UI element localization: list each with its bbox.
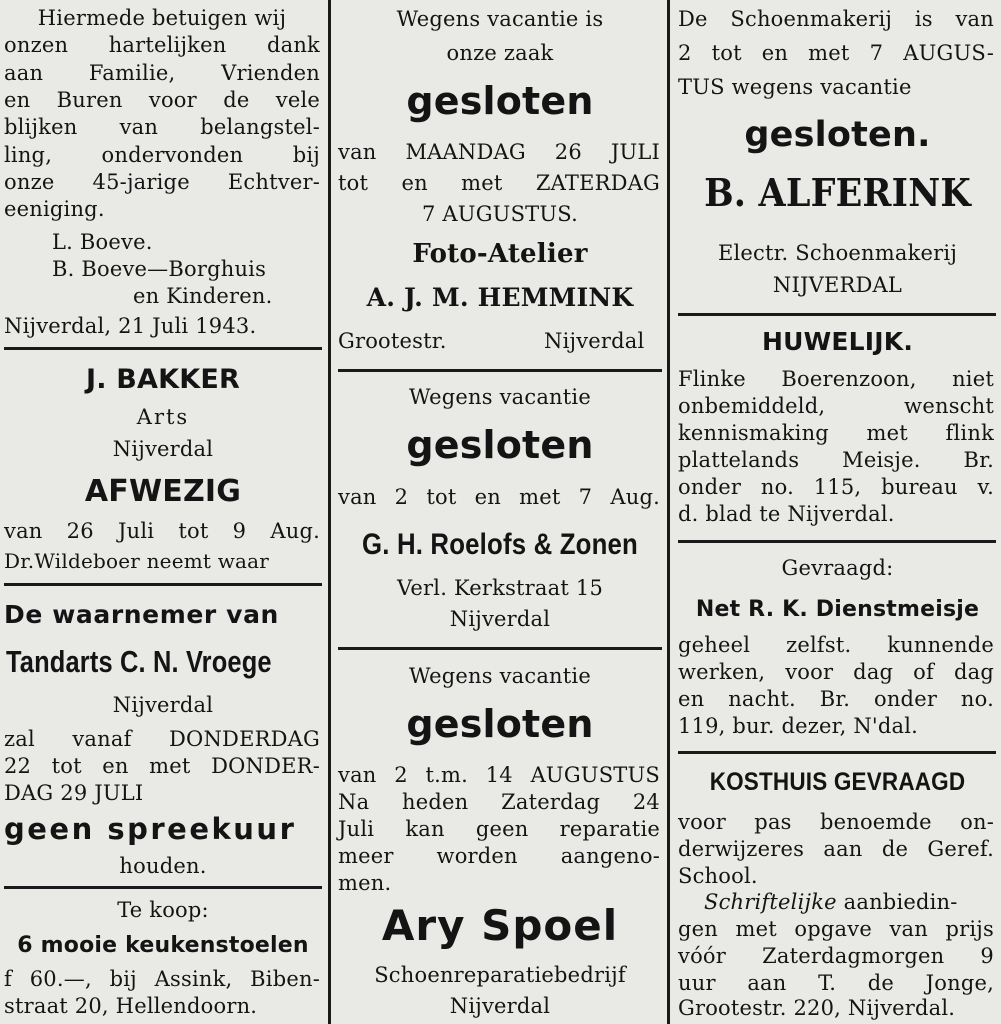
- ad-text-line: School.: [678, 864, 758, 888]
- ad-heading: HUWELIJK.: [761, 327, 914, 356]
- ad-text-line: aan Familie, Vrienden: [4, 61, 320, 85]
- ad-text-line: onder no. 115, bureau v.: [678, 475, 994, 499]
- ad-text-line: Flinke Boerenzoon, niet: [678, 367, 994, 391]
- business-name: A. J. M. HEMMINK: [366, 283, 634, 312]
- ad-text-line: TUS wegens vacantie: [678, 75, 912, 99]
- doctor-title: Arts: [136, 405, 190, 429]
- ad-text-line: Na heden Zaterdag 24: [338, 790, 660, 814]
- ad-text-line: van MAANDAG 26 JULI: [338, 140, 660, 164]
- ad-heading: Gevraagd:: [781, 556, 894, 580]
- ad-text-line: houden.: [119, 854, 207, 878]
- ad-text-line: blijken van belangstel-: [4, 115, 320, 139]
- ad-text-line: Wegens vacantie: [409, 385, 591, 409]
- ad-text-line: voor pas benoemde on-: [678, 810, 994, 834]
- ad-text-line: De Schoenmakerij is van: [678, 7, 994, 31]
- doctor-place: Nijverdal: [112, 437, 214, 461]
- ad-text-line: men.: [338, 871, 392, 895]
- place: Nijverdal: [544, 329, 645, 353]
- dentist-place: Nijverdal: [112, 693, 214, 717]
- ad-text-line: 22 tot en met DONDER-: [4, 754, 320, 778]
- column-3: [674, 0, 1001, 1024]
- ad-text-line: Grootestr. 220, Nijverdal.: [678, 996, 956, 1020]
- ad-text-line: 2 tot en met 7 AUGUS-: [678, 41, 994, 65]
- place: Nijverdal: [449, 994, 551, 1018]
- business-name: Ary Spoel: [381, 901, 619, 950]
- column-2: [334, 0, 666, 1024]
- business-type: Schoenreparatiebedrijf: [374, 963, 626, 987]
- ad-text-line: Hiermede betuigen wij: [37, 6, 287, 30]
- column-1: [0, 0, 326, 1024]
- ad-divider: [678, 751, 996, 754]
- ad-text-line: onbemiddeld, wenscht: [678, 394, 994, 418]
- ad-text-line: 7 AUGUSTUS.: [422, 202, 578, 226]
- closed-heading: gesloten.: [744, 115, 931, 155]
- ad-divider: [678, 540, 996, 543]
- ad-text-line: eeniging.: [4, 197, 105, 221]
- absence-period: van 26 Juli tot 9 Aug.: [4, 519, 320, 543]
- no-office-hours: geen spreekuur: [4, 812, 297, 846]
- signature-line: B. Boeve—Borghuis: [52, 257, 267, 281]
- ad-text-line: ling, ondervonden bij: [4, 143, 320, 167]
- signature-line: en Kinderen.: [133, 284, 273, 308]
- absence-status: AFWEZIG: [84, 474, 242, 509]
- business-name: B. ALFERINK: [704, 170, 971, 215]
- ad-text-line: meer worden aangeno-: [338, 844, 660, 868]
- ad-text-line: geheel zelfst. kunnende: [678, 633, 994, 657]
- ad-text-line: en nacht. Br. onder no.: [678, 687, 994, 711]
- ad-divider: [338, 369, 662, 372]
- ad-text-line: Wegens vacantie: [409, 664, 591, 688]
- wanted-item: Net R. K. Dienstmeisje: [695, 597, 980, 622]
- replacement-doctor: Dr.Wildeboer neemt waar: [4, 549, 270, 573]
- ad-text-line: zal vanaf DONDERDAG: [4, 727, 320, 751]
- business-name: G. H. Roelofs & Zonen: [362, 528, 638, 561]
- ad-text-line: en Buren voor de vele: [4, 88, 320, 112]
- ad-text-line: derwijzeres aan de Geref.: [678, 837, 994, 861]
- ad-text-line: uur aan T. de Jonge,: [678, 971, 994, 995]
- ad-heading: Te koop:: [117, 898, 209, 922]
- ad-text-line: Juli kan geen reparatie: [338, 817, 660, 841]
- ad-divider: [338, 647, 662, 650]
- ad-divider: [4, 347, 322, 350]
- closed-heading: gesloten: [406, 702, 594, 746]
- ad-text-line: onze zaak: [446, 41, 554, 65]
- ad-text-line: plattelands Meisje. Br.: [678, 448, 994, 472]
- ad-text-line: gen met opgave van prijs: [678, 917, 994, 941]
- column-divider: [667, 0, 670, 1024]
- closed-heading: gesloten: [406, 79, 594, 123]
- dentist-name: Tandarts C. N. Vroege: [6, 644, 272, 679]
- ad-divider: [4, 886, 322, 889]
- ad-text-line: DAG 29 JULI: [4, 781, 144, 805]
- ad-text-line: onzen hartelijken dank: [4, 33, 320, 57]
- signature-line: L. Boeve.: [52, 230, 153, 254]
- column-divider: [328, 0, 331, 1024]
- ad-text-line: 119, bur. dezer, N'dal.: [678, 714, 919, 738]
- street: Verl. Kerkstraat 15: [396, 576, 604, 600]
- place-date: Nijverdal, 21 Juli 1943.: [4, 314, 257, 338]
- place: NIJVERDAL: [772, 273, 903, 297]
- business-type: Foto-Atelier: [412, 239, 588, 269]
- street: Grootestr.: [338, 329, 447, 353]
- business-type: Electr. Schoenmakerij: [717, 241, 958, 265]
- ad-text-line: f 60.—, bij Assink, Biben-: [4, 967, 320, 991]
- ad-text-line: van 2 t.m. 14 AUGUSTUS: [338, 763, 660, 787]
- ad-text-fragment: aanbiedin-: [836, 890, 958, 914]
- ad-text-line: kennismaking met flink: [678, 421, 994, 445]
- sale-item: 6 mooie keukenstoelen: [17, 933, 309, 958]
- ad-heading: De waarnemer van: [4, 600, 279, 629]
- ad-text-line: werken, voor dag of dag: [678, 660, 994, 684]
- ad-text-line: van 2 tot en met 7 Aug.: [338, 485, 660, 509]
- ad-text-line: vóór Zaterdagmorgen 9: [678, 944, 994, 968]
- ad-text-line: [704, 889, 958, 915]
- ad-text-line: onze 45-jarige Echtver-: [4, 170, 320, 194]
- closed-heading: gesloten: [406, 423, 594, 467]
- ad-text-line: d. blad te Nijverdal.: [678, 502, 895, 526]
- ad-text-line: Wegens vacantie is: [396, 7, 604, 31]
- ad-text-line: tot en met ZATERDAG: [338, 171, 660, 195]
- doctor-name: J. BAKKER: [85, 364, 241, 395]
- italic-word: Schriftelijke: [704, 890, 837, 914]
- place: Nijverdal: [449, 607, 551, 631]
- ad-divider: [4, 583, 322, 586]
- ad-text-line: straat 20, Hellendoorn.: [4, 994, 258, 1018]
- ad-divider: [678, 313, 996, 316]
- ad-heading: KOSTHUIS GEVRAAGD: [709, 768, 966, 796]
